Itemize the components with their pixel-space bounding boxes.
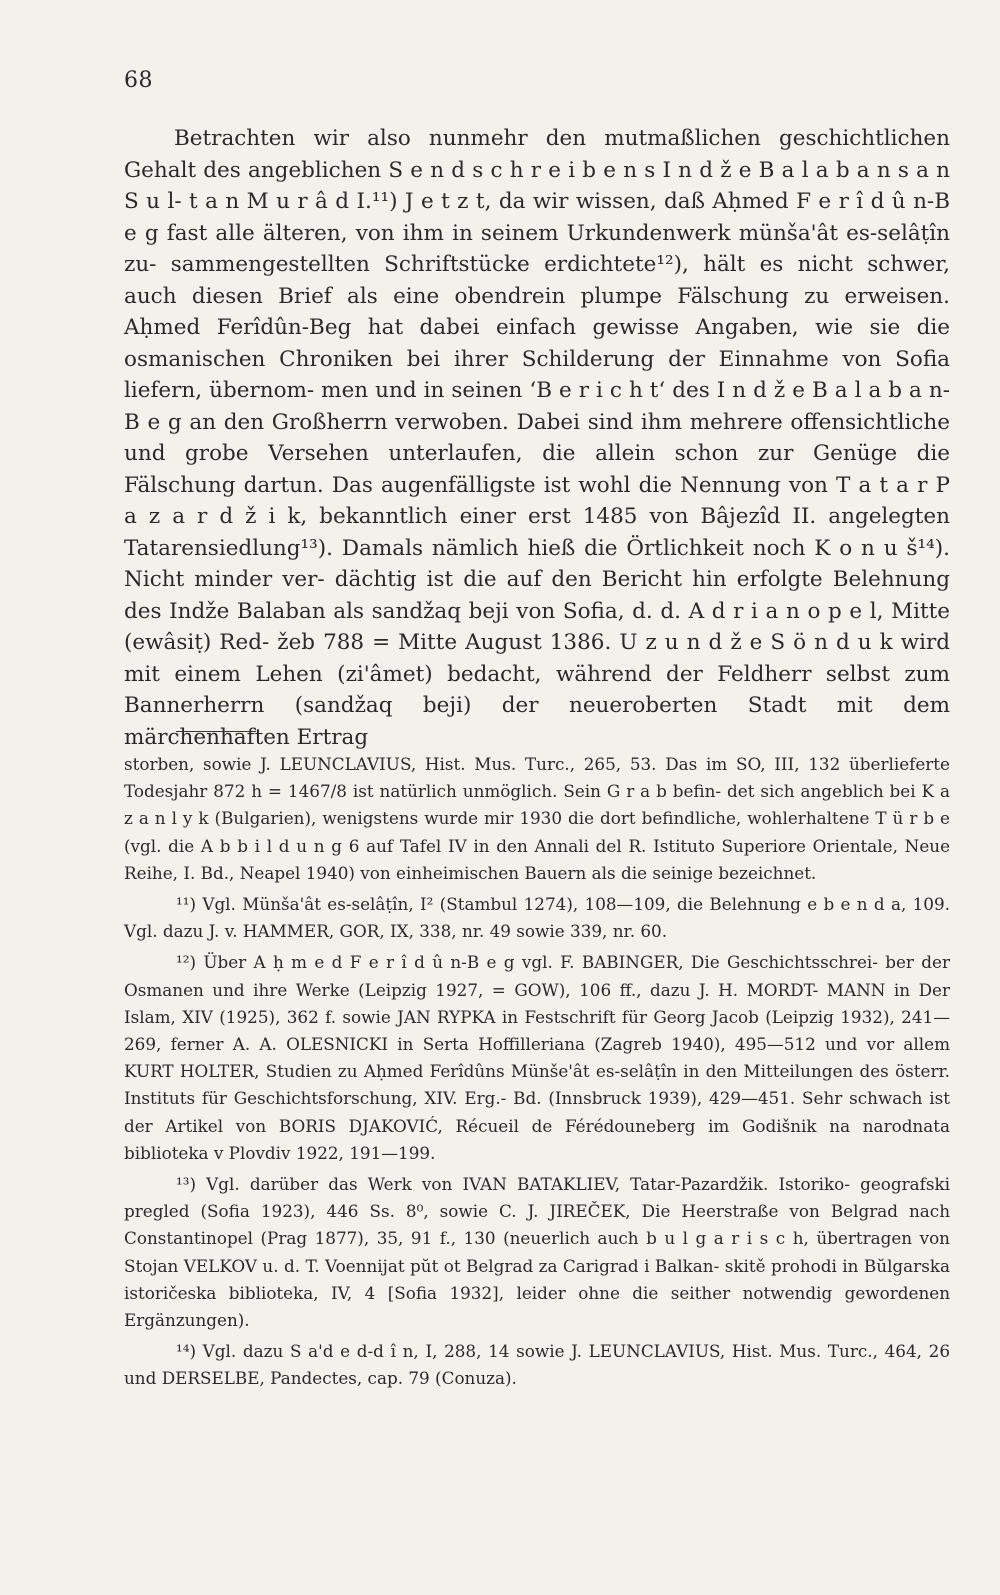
footnotes-section bbox=[124, 751, 950, 1397]
footnote-13: ¹³) Vgl. darüber das Werk von IVAN BATAKLIEV, Tatar-Pazardžik. Istoriko- geografski pregled (Sofia 1923), 446 Ss. 8⁰, sowie C. J. JIREČEK, Die Heerstraße von Belgrad nach Constantinopel (Prag 1877), 35, 91 f., 130 (neuerlich auch b u l g a r i s c h, übertragen von Stojan VELKOV u. d. T. Voennijat pŭt ot Belgrad za Carigrad i Balkan- skitě prohodi in Bŭlgarska istoričeska biblioteka, IV, 4 [Sofia 1932], leider ohne die seither notwendig gewordenen Ergänzungen). bbox=[124, 1174, 950, 1331]
footnote-10-continuation: storben, sowie J. LEUNCLAVIUS, Hist. Mus. Turc., 265, 53. Das im SO, III, 132 überlieferte Todesjahr 872 h = 1467/8 ist natürlich unmöglich. Sein G r a b befin- det sich angeblich bei K a z a n l y k (Bulgarien), wenigstens wurde mir 1930 die dort befindliche, wohlerhaltene T ü r b e (vgl. die A b b i l d u n g 6 auf Tafel IV in den Annali del R. Istituto Superiore Orientale, Neue Reihe, I. Bd., Neapel 1940) von einheimischen Bauern als die seinige bezeichnet. bbox=[124, 754, 950, 883]
footnote-14: ¹⁴) Vgl. dazu S a'd e d-d î n, I, 288, 14 sowie J. LEUNCLAVIUS, Hist. Mus. Turc., 464, 26 und DERSELBE, Pandectes, cap. 79 (Conuza). bbox=[124, 1341, 950, 1389]
footnote-11: ¹¹) Vgl. Münša'ât es-selâṭîn, I² (Stambul 1274), 108—109, die Belehnung e b e n d a, 109. Vgl. dazu J. v. HAMMER, GOR, IX, 338, nr. 49 sowie 339, nr. 60. bbox=[124, 894, 950, 942]
footnote-12: ¹²) Über A ḥ m e d F e r î d û n-B e g vgl. F. BABINGER, Die Geschichtsschrei- ber der Osmanen und ihre Werke (Leipzig 1927, = GOW), 106 ff., dazu J. H. MORDT- MANN in Der Islam, XIV (1925), 362 f. sowie JAN RYPKA in Festschrift für Georg Jacob (Leipzig 1932), 241—269, ferner A. A. OLESNICKI in Serta Hoffilleriana (Zagreb 1940), 495—512 und vor allem KURT HOLTER, Studien zu Aḥmed Ferîdûns Münše'ât es-selâṭîn in den Mitteilungen des österr. Instituts für Geschichtsforschung, XIV. Erg.- Bd. (Innsbruck 1939), 429—451. Sehr schwach ist der Artikel von BORIS DJAKOVIĆ, Récueil de Férédouneberg im Godišnik na narodnata biblioteka v Plovdiv 1922, 191—199. bbox=[124, 952, 950, 1163]
main-paragraph: Betrachten wir also nunmehr den mutmaßlichen geschichtlichen Gehalt des angeblichen S e n d s c h r e i b e n s I n d ž e B a l a b a n s a n S u l- t a n M u r â d I.¹¹) J e t z t, da wir wissen, daß Aḥmed F e r î d û n-B e g fast alle älteren, von ihm in seinem Urkundenwerk münša'ât es-selâṭîn zu- sammengestellten Schriftstücke erdichtete¹²), hält es nicht schwer, auch diesen Brief als eine obendrein plumpe Fälschung zu erweisen. Aḥmed Ferîdûn-Beg hat dabei einfach gewisse Angaben, wie sie die osmanischen Chroniken bei ihrer Schilderung der Einnahme von Sofia liefern, übernom- men und in seinen ‘B e r i c h t‘ des I n d ž e B a l a b a n-B e g an den Großherrn verwoben. Dabei sind ihm mehrere offensichtliche und grobe Versehen unterlaufen, die allein schon zur Genüge die Fälschung dartun. Das augenfälligste ist wohl die Nennung von T a t a r P a z a r d ž i k, bekanntlich einer erst 1485 von Bâjezîd II. angelegten Tatarensiedlung¹³). Damals nämlich hieß die Örtlichkeit noch K o n u š¹⁴). Nicht minder ver- dächtig ist die auf den Bericht hin erfolgte Belehnung des Indže Balaban als sandžaq beji von Sofia, d. d. A d r i a n o p e l, Mitte (ewâsiṭ) Red- žeb 788 = Mitte August 1386. U z u n d ž e S ö n d u k wird mit einem Lehen (zi'âmet) bedacht, während der Feldherr selbst zum Bannerherrn (sandžaq beji) der neueroberten Stadt mit dem märchenhaften Ertrag bbox=[124, 126, 950, 750]
page-number: 68 bbox=[124, 68, 153, 93]
footnote-separator bbox=[176, 731, 256, 732]
